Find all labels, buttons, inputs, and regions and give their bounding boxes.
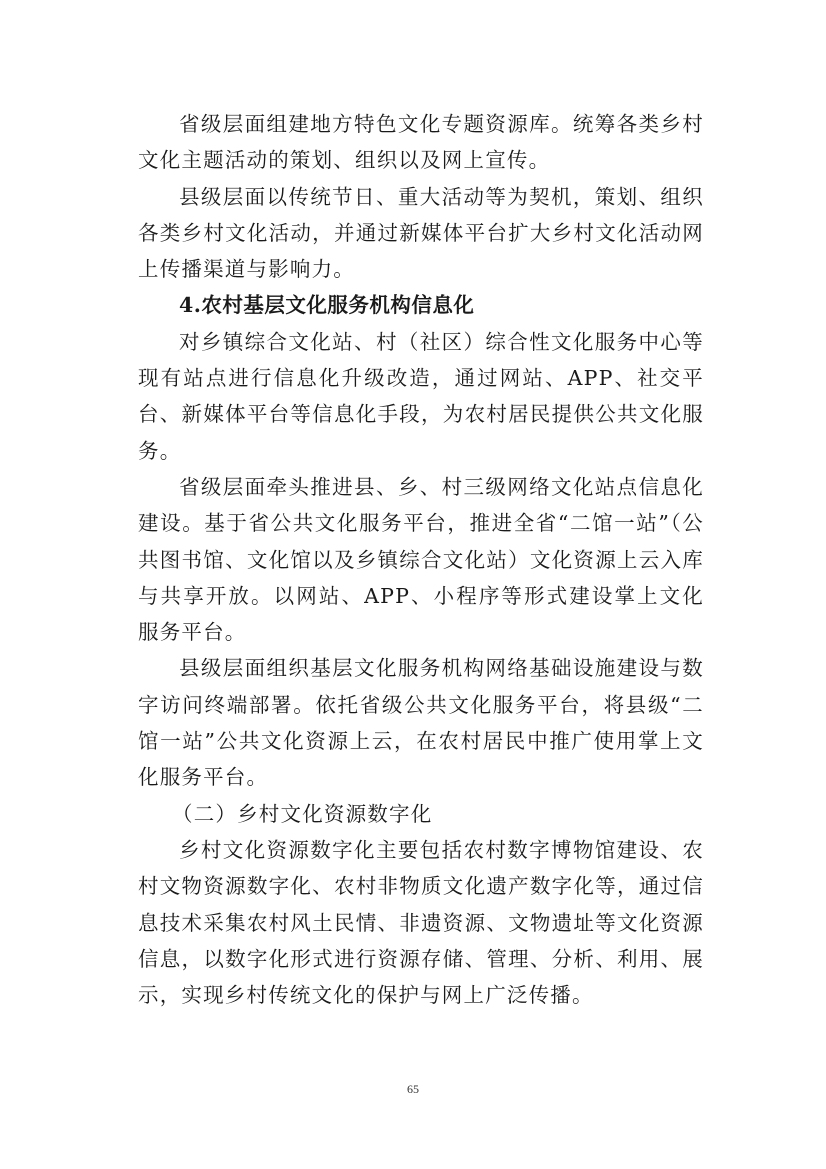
page-number: 65 (407, 1082, 419, 1096)
paragraph-provincial-network-stations: 省级层面牵头推进县、乡、村三级网络文化站点信息化建设。基于省公共文化服务平台，推进全省“二馆一站”（公共图书馆、文化馆以及乡镇综合文化站）文化资源上云入库与共享开放。以网站、APP、小程序等形式建设掌上文化服务平台。 (138, 474, 704, 645)
paragraph-provincial-resource-library: 省级层面组建地方特色文化专题资源库。统筹各类乡村文化主题活动的策划、组织以及网上宣传。 (138, 112, 704, 173)
section-heading-resource-digitization: （二）乡村文化资源数字化 (172, 801, 433, 826)
paragraph-county-cultural-activities: 县级层面以传统节日、重大活动等为契机，策划、组织各类乡村文化活动，并通过新媒体平台扩大乡村文化活动网上传播渠道与影响力。 (138, 184, 704, 282)
paragraph-county-network-infrastructure: 县级层面组织基层文化服务机构网络基础设施建设与数字访问终端部署。依托省级公共文化服务平台，将县级“二馆一站”公共文化资源上云，在农村居民中推广使用掌上文化服务平台。 (138, 656, 704, 790)
paragraph-station-upgrade: 对乡镇综合文化站、村（社区）综合性文化服务中心等现有站点进行信息化升级改造，通过网站、APP、社交平台、新媒体平台等信息化手段，为农村居民提供公共文化服务。 (138, 329, 704, 463)
paragraph-resource-digitization: 乡村文化资源数字化主要包括农村数字博物馆建设、农村文物资源数字化、农村非物质文化遗产数字化等，通过信息技术采集农村风土民情、非遗资源、文物遗址等文化资源信息，以数字化形式进行资源存储、管理、分析、利用、展示，实现乡村传统文化的保护与网上广泛传播。 (138, 837, 704, 1008)
page-body (138, 106, 704, 1013)
section-heading-grassroots-informatization: 4.农村基层文化服务机构信息化 (179, 293, 475, 318)
